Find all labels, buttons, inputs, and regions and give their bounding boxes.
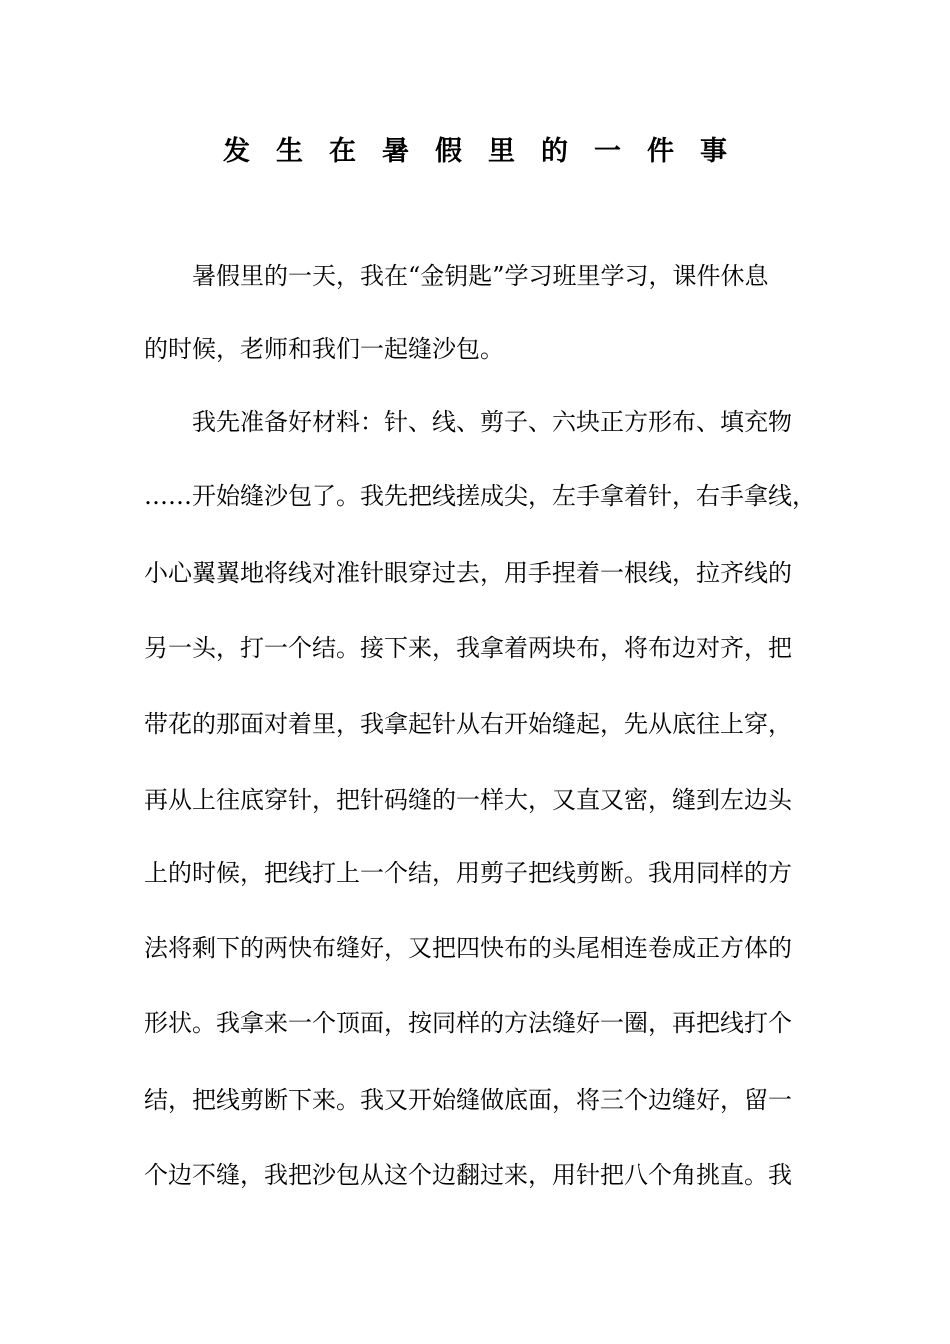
paragraph-line: 小心翼翼地将线对准针眼穿过去，用手捏着一根线，拉齐线的 bbox=[144, 559, 792, 587]
document-title: 发生在暑假里的一件事 bbox=[223, 136, 753, 167]
paragraph-line: 法将剩下的两快布缝好，又把四快布的头尾相连卷成正方体的 bbox=[144, 934, 792, 962]
paragraph-line: 个边不缝，我把沙包从这个边翻过来，用针把八个角挑直。我 bbox=[144, 1161, 792, 1189]
paragraph-line: ……开始缝沙包了。我先把线搓成尖，左手拿着针，右手拿线， bbox=[144, 482, 816, 510]
paragraph-line: 的时候，老师和我们一起缝沙包。 bbox=[144, 335, 504, 363]
paragraph-line: 形状。我拿来一个顶面，按同样的方法缝好一圈，再把线打个 bbox=[144, 1009, 792, 1037]
paragraph-line: 结，把线剪断下来。我又开始缝做底面，将三个边缝好，留一 bbox=[144, 1086, 792, 1114]
paragraph-line: 另一头，打一个结。接下来，我拿着两块布，将布边对齐，把 bbox=[144, 634, 792, 662]
paragraph-line: 暑假里的一天，我在“金钥匙”学习班里学习，课件休息 bbox=[144, 262, 769, 290]
paragraph-line: 带花的那面对着里，我拿起针从右开始缝起，先从底往上穿， bbox=[144, 710, 792, 738]
paragraph-line: 再从上往底穿针，把针码缝的一样大，又直又密，缝到左边头 bbox=[144, 786, 792, 814]
paragraph-line: 上的时候，把线打上一个结，用剪子把线剪断。我用同样的方 bbox=[144, 859, 792, 887]
paragraph-line: 我先准备好材料：针、线、剪子、六块正方形布、填充物 bbox=[144, 408, 792, 436]
